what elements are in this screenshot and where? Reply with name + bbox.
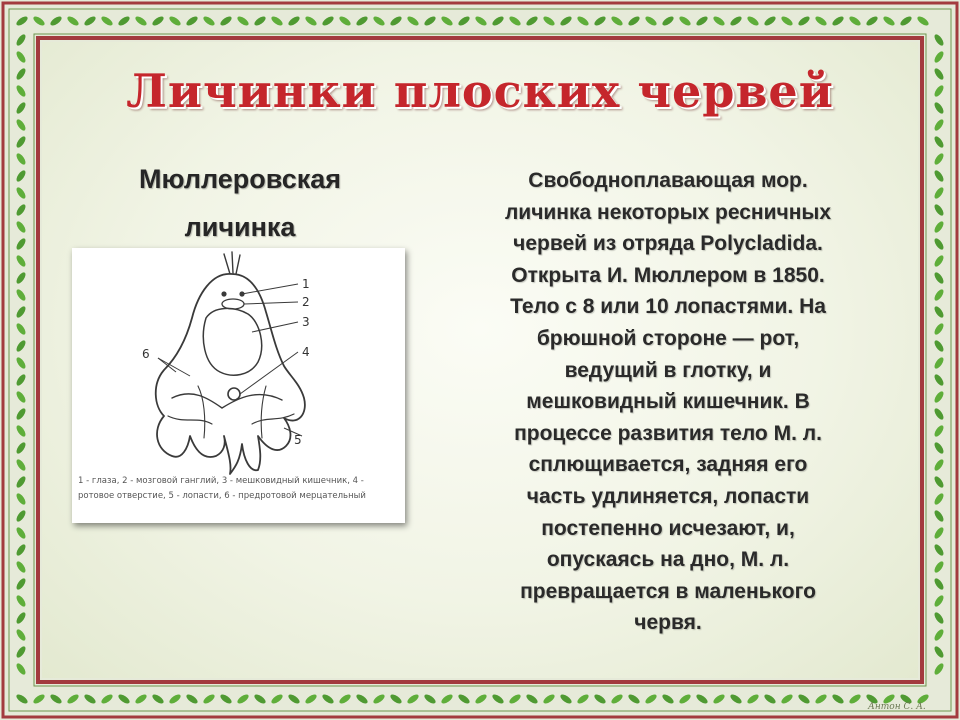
vine-leaf [780,693,794,705]
vine-leaf [236,15,250,27]
vine-leaf [610,693,624,705]
vine-leaf [304,693,318,705]
vine-leaf [933,475,945,489]
vine-leaf [933,254,945,268]
vine-leaf [406,15,420,27]
vine-leaf [304,15,318,27]
vine-leaf [15,254,27,268]
vine-leaf [117,693,131,705]
vine-leaf [15,322,27,336]
vine-leaf [678,693,692,705]
vine-leaf [15,220,27,234]
vine-leaf [15,662,27,676]
description-line: Свободноплавающая мор. [528,169,808,192]
vine-leaf [491,693,505,705]
vine-leaf [168,15,182,27]
vine-leaf [15,407,27,421]
vine-leaf [15,186,27,200]
vine-leaf [933,577,945,591]
vine-leaf [933,186,945,200]
vine-leaf [15,475,27,489]
vine-leaf [610,15,624,27]
vine-leaf [508,693,522,705]
vine-leaf [15,118,27,132]
vine-leaf [933,662,945,676]
vine-leaf [66,693,80,705]
vine-leaf [372,693,386,705]
vine-leaf [185,693,199,705]
vine-leaf [933,237,945,251]
vine-leaf [593,15,607,27]
vine-leaf [763,693,777,705]
vine-leaf [440,15,454,27]
vine-leaf [32,693,46,705]
vine-leaf [814,15,828,27]
figure-caption-line-2: ротовое отверстие, 5 - лопасти, 6 - предротовой мерцательный [78,491,366,501]
vine-leaf [644,693,658,705]
callout-1: 1 [302,277,310,291]
vine-leaf [15,33,27,47]
vine-leaf [219,15,233,27]
vine-leaf [49,693,63,705]
vine-leaf [882,15,896,27]
vine-leaf [83,693,97,705]
vine-leaf [15,15,29,27]
vine-leaf [134,15,148,27]
callout-6: 6 [142,347,150,361]
vine-leaf [321,15,335,27]
vine-leaf [576,15,590,27]
vine-leaf [525,693,539,705]
vine-leaf [389,15,403,27]
vine-leaf [661,693,675,705]
vine-leaf [780,15,794,27]
vine-leaf [338,693,352,705]
vine-leaf [15,169,27,183]
vine-leaf [389,693,403,705]
description-line: превращается в маленького [520,579,816,603]
vine-leaf [933,33,945,47]
vine-leaf [202,15,216,27]
vine-leaf [661,15,675,27]
vine-leaf [491,15,505,27]
vine-leaf [355,15,369,27]
vine-leaf [933,628,945,642]
vine-leaf [933,203,945,217]
vine-leaf [933,645,945,659]
vine-leaf [542,15,556,27]
vine-leaf [15,628,27,642]
vine-leaf [15,135,27,149]
callout-4: 4 [302,345,310,359]
vine-leaf [933,220,945,234]
vine-leaf [287,693,301,705]
vine-leaf [508,15,522,27]
vine-leaf [542,693,556,705]
vine-leaf [15,645,27,659]
vine-leaf [15,526,27,540]
vine-leaf [933,288,945,302]
vine-leaf [848,15,862,27]
vine-leaf [933,50,945,64]
vine-leaf [933,152,945,166]
vine-leaf [15,611,27,625]
vine-leaf [627,693,641,705]
vine-leaf [933,356,945,370]
vine-leaf [15,271,27,285]
vine-leaf [933,373,945,387]
vine-leaf [865,15,879,27]
vine-leaf [15,693,29,705]
vine-leaf [763,15,777,27]
vine-leaf [576,693,590,705]
vine-leaf [15,288,27,302]
vine-leaf [202,693,216,705]
vine-leaf [933,509,945,523]
figure-caption-line-1: 1 - глаза, 2 - мозговой ганглий, 3 - мешковидный кишечник, 4 - [78,476,364,486]
vine-leaf [15,390,27,404]
description-line: Открыта И. Мюллером в 1850. [511,263,825,287]
vine-leaf [372,15,386,27]
vine-leaf [746,693,760,705]
vine-leaf [321,693,335,705]
description-line: постепенно исчезают, и, [541,516,795,540]
vine-leaf [117,15,131,27]
vine-leaf [15,152,27,166]
vine-leaf [933,543,945,557]
vine-leaf [695,15,709,27]
description-line: Тело с 8 или 10 лопастями. На [510,295,826,319]
vine-leaf [916,15,930,27]
vine-leaf [15,509,27,523]
vine-leaf [899,15,913,27]
description-line: опускаясь на дно, М. л. [546,548,790,572]
callout-5: 5 [294,433,302,447]
description-line: червей из отряда Polycladida. [513,232,823,256]
vine-leaf [814,693,828,705]
vine-leaf [15,339,27,353]
vine-leaf [423,15,437,27]
vine-leaf [831,693,845,705]
callout-2: 2 [302,295,310,309]
vine-leaf [848,693,862,705]
figure-caption [78,474,398,504]
vine-leaf [559,15,573,27]
vine-leaf [15,373,27,387]
vine-leaf [287,15,301,27]
vine-leaf [933,611,945,625]
vine-leaf [457,693,471,705]
vine-leaf [185,15,199,27]
vine-leaf [270,15,284,27]
vine-leaf [32,15,46,27]
vine-leaf [933,339,945,353]
vine-leaf [933,390,945,404]
vine-leaf [66,15,80,27]
vine-leaf [746,15,760,27]
vine-leaf [712,693,726,705]
vine-leaf [712,15,726,27]
vine-leaf [797,693,811,705]
vine-leaf [83,15,97,27]
vine-leaf [729,693,743,705]
vine-leaf [525,15,539,27]
vine-leaf [355,693,369,705]
vine-leaf [15,50,27,64]
vine-leaf [644,15,658,27]
vine-leaf [253,693,267,705]
vine-leaf [15,441,27,455]
vine-leaf [151,15,165,27]
description-line: процессе развития тело М. л. [514,421,822,445]
vine-leaf [100,15,114,27]
vine-leaf [15,424,27,438]
vine-leaf [457,15,471,27]
vine-leaf [933,407,945,421]
vine-leaf [15,237,27,251]
vine-leaf [695,693,709,705]
description-line: личинка некоторых ресничных [504,200,832,224]
vine-leaf [406,693,420,705]
figure-heading-line-1: Мюллеровская [138,164,342,194]
vine-leaf [100,693,114,705]
description-line: мешковидный кишечник. В [526,390,810,414]
slide-title: Личинки плоских червей [126,64,834,118]
vine-leaf [168,693,182,705]
vine-leaf [15,203,27,217]
vine-leaf [933,305,945,319]
description-line: брюшной стороне — рот, [536,326,800,350]
vine-leaf [270,693,284,705]
vine-leaf [15,594,27,608]
vine-leaf [933,526,945,540]
figure-heading-line-2: личинка [184,212,296,242]
author-signature: Антон С. А. [868,702,926,712]
description-text [448,165,888,639]
vine-leaf [15,543,27,557]
vine-leaf [933,560,945,574]
vine-leaf [933,271,945,285]
vine-leaf [15,458,27,472]
vine-leaf [933,441,945,455]
vine-leaf [593,693,607,705]
vine-leaf [474,15,488,27]
vine-leaf [933,135,945,149]
vine-leaf [474,693,488,705]
vine-leaf [933,169,945,183]
vine-leaf [933,322,945,336]
vine-leaf [15,356,27,370]
vine-leaf [219,693,233,705]
vine-leaf [15,560,27,574]
vine-leaf [831,15,845,27]
vine-leaf [559,693,573,705]
vine-leaf [151,693,165,705]
vine-leaf [797,15,811,27]
vine-leaf [933,118,945,132]
vine-leaf [15,305,27,319]
larva-figure [72,248,405,523]
description-line: ведущий в глотку, и [564,358,772,382]
vine-leaf [15,492,27,506]
vine-leaf [338,15,352,27]
vine-leaf [134,693,148,705]
description-line: часть удлиняется, лопасти [526,484,810,508]
vine-leaf [253,15,267,27]
description-line: червя. [634,611,702,635]
vine-leaf [933,458,945,472]
description-line: сплющивается, задняя его [528,453,808,477]
vine-leaf [423,693,437,705]
vine-leaf [236,693,250,705]
vine-leaf [933,594,945,608]
vine-leaf [15,577,27,591]
vine-leaf [440,693,454,705]
callout-3: 3 [302,315,310,329]
vine-leaf [729,15,743,27]
vine-leaf [933,492,945,506]
vine-leaf [933,424,945,438]
vine-leaf [627,15,641,27]
vine-leaf [49,15,63,27]
vine-leaf [678,15,692,27]
